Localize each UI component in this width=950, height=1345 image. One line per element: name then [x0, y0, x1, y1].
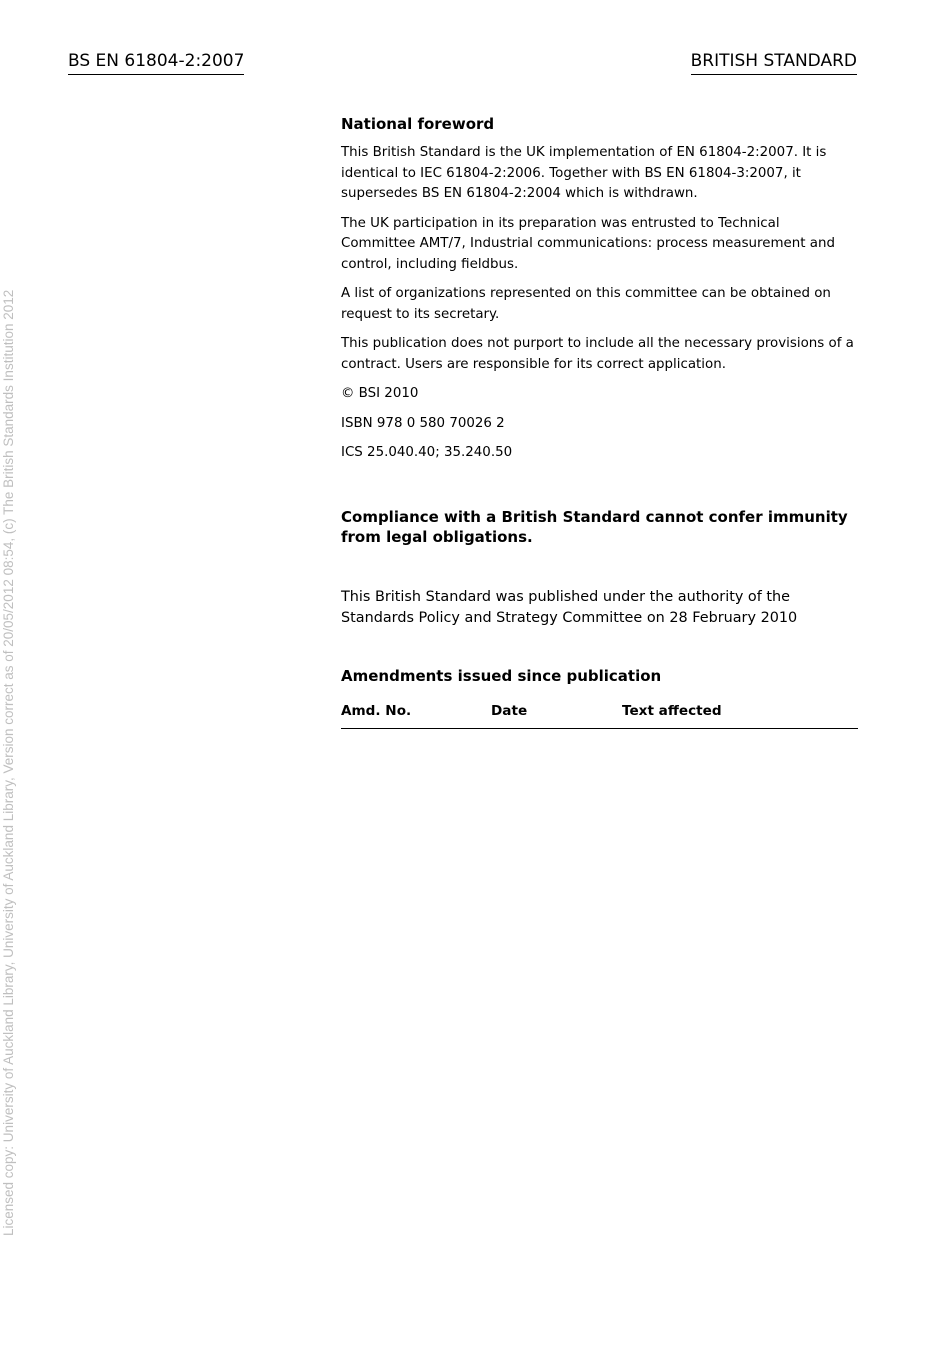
standard-type-header: BRITISH STANDARD — [691, 50, 857, 75]
license-watermark: Licensed copy: University of Auckland Library, University of Auckland Library, Version correct as of 20/05/2012 08:54, (c) The British Standards Institution 2012 — [1, 289, 16, 1236]
foreword-paragraph: A list of organizations represented on this committee can be obtained on request to its secretary. — [341, 286, 831, 322]
compliance-notice: Compliance with a British Standard cannot confer immunity from legal obligations. — [341, 507, 848, 546]
column-header-amd-no: Amd. No. — [341, 702, 412, 719]
publication-authority: This British Standard was published under the authority of the Standards Policy and Strategy Committee on 28 February 2010 — [341, 588, 798, 626]
document-id-header: BS EN 61804-2:2007 — [68, 50, 244, 75]
column-header-text-affected: Text affected — [622, 702, 722, 719]
national-foreword-section — [341, 114, 858, 729]
national-foreword-title: National foreword — [341, 115, 495, 133]
foreword-paragraph: This publication does not purport to include all the necessary provisions of a contract. Users are responsible for its correct application. — [341, 336, 854, 372]
amendments-title: Amendments issued since publication — [341, 666, 662, 685]
amendments-table-header — [341, 702, 858, 729]
ics-line: ICS 25.040.40; 35.240.50 — [341, 445, 513, 460]
foreword-paragraph: This British Standard is the UK implementation of EN 61804-2:2007. It is identical to IEC 61804-2:2006. Together with BS EN 61804-3:2007, it supersedes BS EN 61804-2:2004 which is withdrawn. — [341, 145, 827, 201]
copyright-line: © BSI 2010 — [341, 386, 419, 401]
foreword-paragraph: The UK participation in its preparation was entrusted to Technical Committee AMT/7, Industrial communications: process measurement and control, including fieldbus. — [341, 215, 835, 272]
column-header-date: Date — [491, 702, 528, 719]
isbn-line: ISBN 978 0 580 70026 2 — [341, 415, 505, 431]
